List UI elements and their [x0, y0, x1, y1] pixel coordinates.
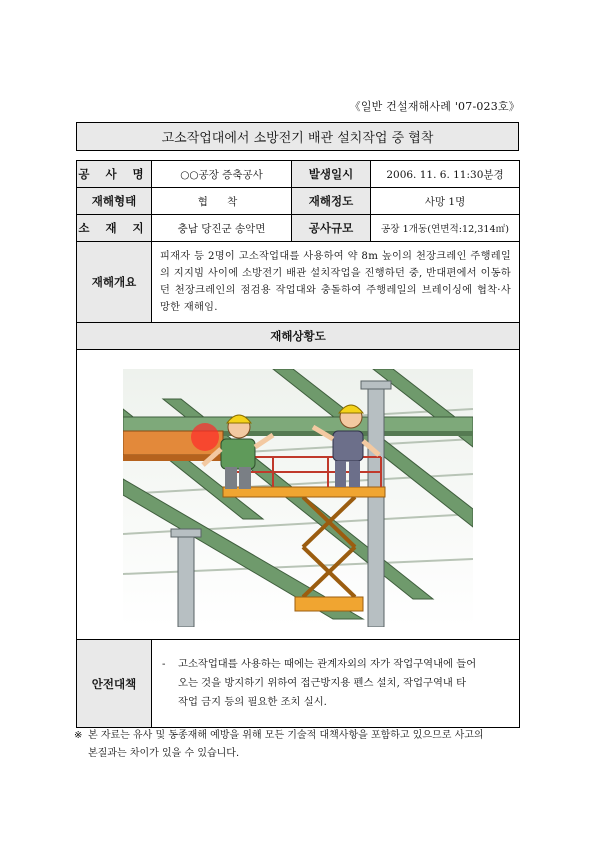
safety-line-1-text: 고소작업대를 사용하는 때에는 관계자외의 자가 작업구역내에 들어 — [178, 658, 477, 670]
safety-line-2-text: 오는 것을 방지하기 위하여 접근방지용 펜스 설치, 작업구역내 타 — [178, 677, 467, 689]
type-label: 재해형태 — [77, 188, 152, 215]
date-label: 발생일시 — [292, 161, 371, 188]
summary-row — [77, 242, 520, 323]
safety-row — [77, 640, 520, 728]
safety-text — [152, 640, 520, 728]
summary-text: 피재자 등 2명이 고소작업대를 사용하여 약 8m 높이의 천장크레인 주행레일의 지지빔 사이에 소방전기 배관 설치작업을 진행하던 중, 반대편에서 이동하던 천장크레인의 점검용 작업대와 충돌하여 주행레일의 브레이싱에 협착·사망한 재해임. — [152, 242, 520, 323]
summary-label: 재해개요 — [77, 242, 152, 323]
safety-line-3 — [162, 693, 509, 712]
disclaimer-footnote — [74, 727, 526, 763]
footnote-line-1 — [74, 727, 526, 745]
footnote-line-1-text: 본 자료는 유사 및 동종재해 예방을 위해 모든 기술적 대책사항을 포함하고 있으므로 사고의 — [88, 730, 484, 741]
location-label: 소 재 지 — [77, 215, 152, 242]
footnote-mark: ※ — [74, 730, 83, 741]
severity-label: 재해정도 — [292, 188, 371, 215]
date-value: 2006. 11. 6. 11:30분경 — [371, 161, 520, 188]
scene-label: 재해상황도 — [77, 323, 520, 350]
safety-dash: - — [162, 658, 166, 670]
scale-value: 공장 1개동(연면적:12,314㎡) — [371, 215, 520, 242]
type-value: 협 착 — [152, 188, 292, 215]
page-title — [76, 122, 519, 151]
scene-cell — [77, 350, 520, 640]
footnote-line-2-text: 본질과는 차이가 있을 수 있습니다. — [88, 748, 240, 759]
footnote-line-2 — [74, 745, 526, 763]
page-title-text: 고소작업대에서 소방전기 배관 설치작업 중 협착 — [161, 131, 434, 146]
scene-header-row — [77, 323, 520, 350]
scale-label: 공사규모 — [292, 215, 371, 242]
info-row-type — [77, 188, 520, 215]
scene-row — [77, 350, 520, 640]
safety-line-2 — [162, 674, 509, 693]
severity-value: 사망 1명 — [371, 188, 520, 215]
location-value: 충남 당진군 송악면 — [152, 215, 292, 242]
safety-line-1 — [162, 655, 509, 674]
info-row-location — [77, 215, 520, 242]
accident-scene-illustration — [123, 369, 473, 627]
project-label: 공 사 명 — [77, 161, 152, 188]
safety-label: 안전대책 — [77, 640, 152, 728]
lift-base — [295, 597, 363, 611]
project-value: ○○공장 증축공사 — [152, 161, 292, 188]
case-reference: 《일반 건설재해사례 '07-023호》 — [349, 100, 520, 113]
accident-info-table — [76, 160, 520, 728]
info-row-project — [77, 161, 520, 188]
safety-line-3-text: 작업 금지 등의 필요한 조치 실시. — [178, 696, 327, 708]
